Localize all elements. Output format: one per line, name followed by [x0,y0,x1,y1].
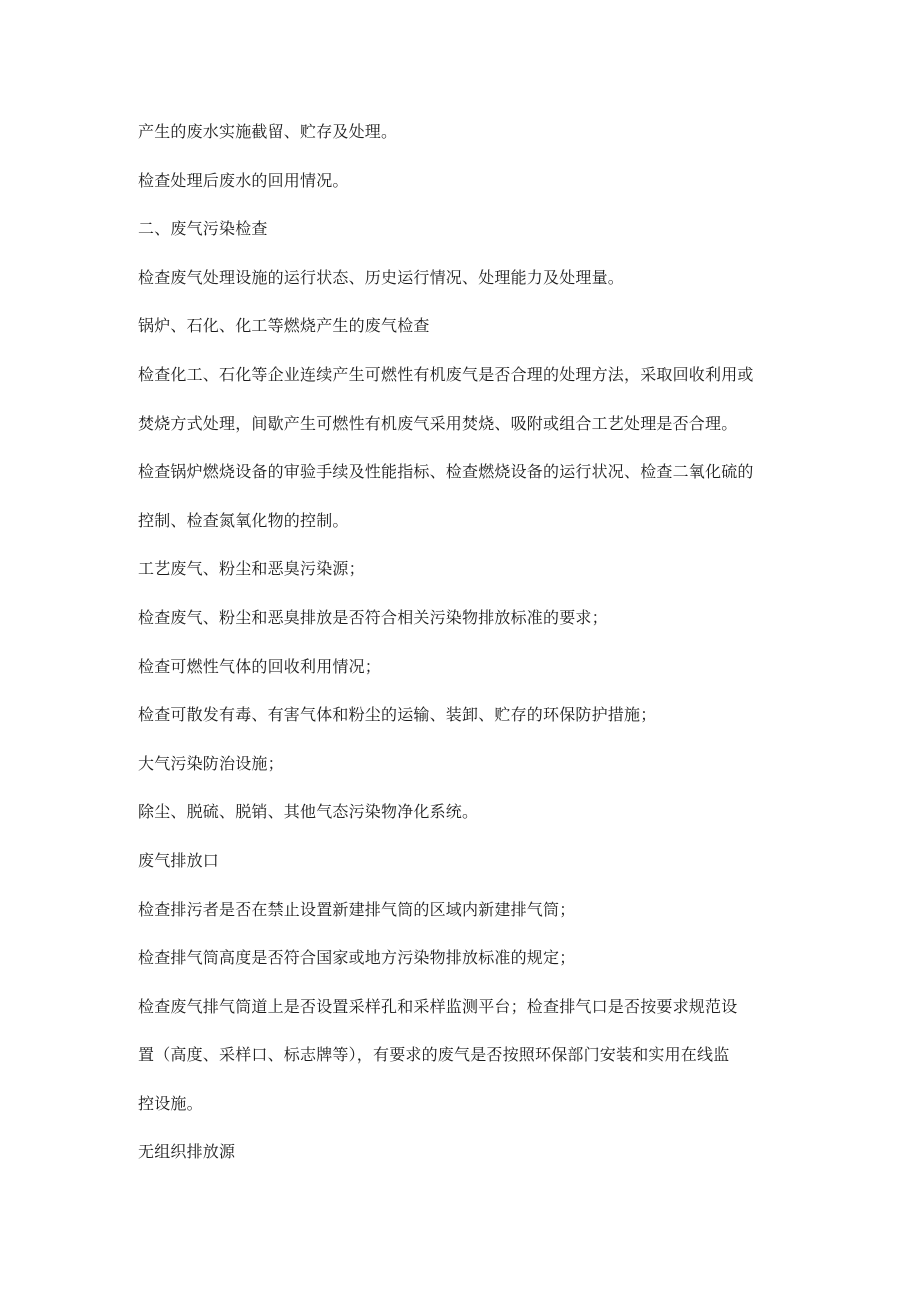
text-line: 检查可燃性气体的回收利用情况； [138,656,382,676]
text-line: 焚烧方式处理，间歇产生可燃性有机废气采用焚烧、吸附或组合工艺处理是否合理。 [138,413,738,433]
text-line: 检查废气排气筒道上是否设置采样孔和采样监测平台；检查排气口是否按要求规范设 [138,996,738,1016]
text-line: 检查处理后废水的回用情况。 [138,170,349,190]
text-line: 检查排气筒高度是否符合国家或地方污染物排放标准的规定； [138,948,576,968]
text-line: 控制、检查氮氧化物的控制。 [138,510,349,530]
text-line: 检查废气、粉尘和恶臭排放是否符合相关污染物排放标准的要求； [138,607,608,627]
text-line: 置（高度、采样口、标志牌等），有要求的废气是否按照环保部门安装和实用在线监 [138,1045,730,1065]
section-heading: 二、废气污染检查 [138,219,268,239]
text-line: 产生的废水实施截留、贮存及处理。 [138,122,398,141]
text-line: 除尘、脱硫、脱销、其他气态污染物净化系统。 [138,802,479,822]
text-line: 检查排污者是否在禁止设置新建排气筒的区域内新建排气筒； [138,899,576,919]
text-line: 检查废气处理设施的运行状态、历史运行情况、处理能力及处理量。 [138,267,625,287]
subheading: 无组织排放源 [138,1142,236,1162]
text-line: 检查可散发有毒、有害气体和粉尘的运输、装卸、贮存的环保防护措施； [138,705,657,725]
text-line: 检查化工、石化等企业连续产生可燃性有机废气是否合理的处理方法，采取回收利用或 [138,364,754,384]
document-body [138,117,798,1186]
subheading: 工艺废气、粉尘和恶臭污染源； [138,559,365,579]
text-line: 检查锅炉燃烧设备的审验手续及性能指标、检查燃烧设备的运行状况、检查二氧化硫的 [138,462,754,482]
subheading: 锅炉、石化、化工等燃烧产生的废气检查 [138,316,430,336]
subheading: 大气污染防治设施； [138,753,284,773]
subheading: 废气排放口 [138,850,220,870]
text-line: 控设施。 [138,1093,203,1113]
